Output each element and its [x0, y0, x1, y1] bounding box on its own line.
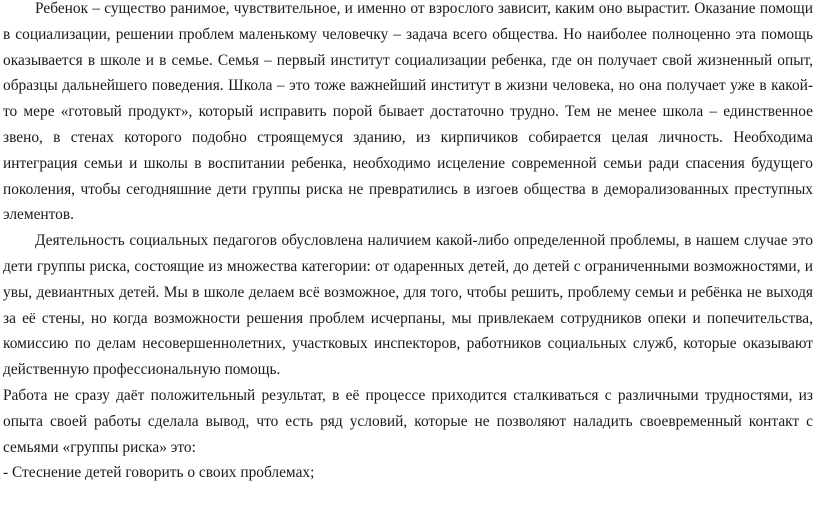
paragraph-intro: Ребенок – существо ранимое, чувствительное, и именно от взрослого зависит, каким оно вырастит. Оказание помощи в социализации, решении проблем маленькому человечку – задача всего общества. Но наиболее полноценно эта помощь оказывается в школе и в семье. Семья – первый институт социализации ребенка, где он получает свой жизненный опыт, образцы дальнейшего поведения. Школа – это тоже важнейший институт в жизни человека, но она получает уже в какой-то мере «готовый продукт», который исправить порой бывает достаточно трудно. Тем не менее школа – единственное звено, в стенах которого подобно строящемуся зданию, из кирпичиков собирается целая личность. Необходима интеграция семьи и школы в воспитании ребенка, необходимо исцеление современной семьи ради спасения будущего поколения, чтобы сегодняшние дети группы риска не превратились в изгоев общества в деморализованных преступных элементов.	[3, 0, 813, 224]
paragraph-work-difficulties: Работа не сразу даёт положительный результат, в её процессе приходится сталкиваться с различными трудностями, из опыта своей работы сделала вывод, что есть ряд условий, которые не позволяют наладить своевременный контакт с семьями «группы риска» это:	[3, 386, 813, 456]
paragraph-social-pedagogues: Деятельность социальных педагогов обусловлена наличием какой-либо определенной проблемы, в нашем случае это дети группы риска, состоящие из множества категории: от одаренных детей, до детей с ограниченными возможностями, и увы, девиантных детей. Мы в школе делаем всё возможное, для того, чтобы решить, проблему семьи и ребёнка не выходя за её стены, но когда возможности решения проблем исчерпаны, мы привлекаем сотрудников опеки и попечительства, комиссию по делам несовершеннолетних, участковых инспекторов, работников социальных служб, которые оказывают действенную профессиональную помощь.	[3, 232, 813, 379]
list-item-shyness: - Стеснение детей говорить о своих проблемах;	[3, 464, 315, 482]
